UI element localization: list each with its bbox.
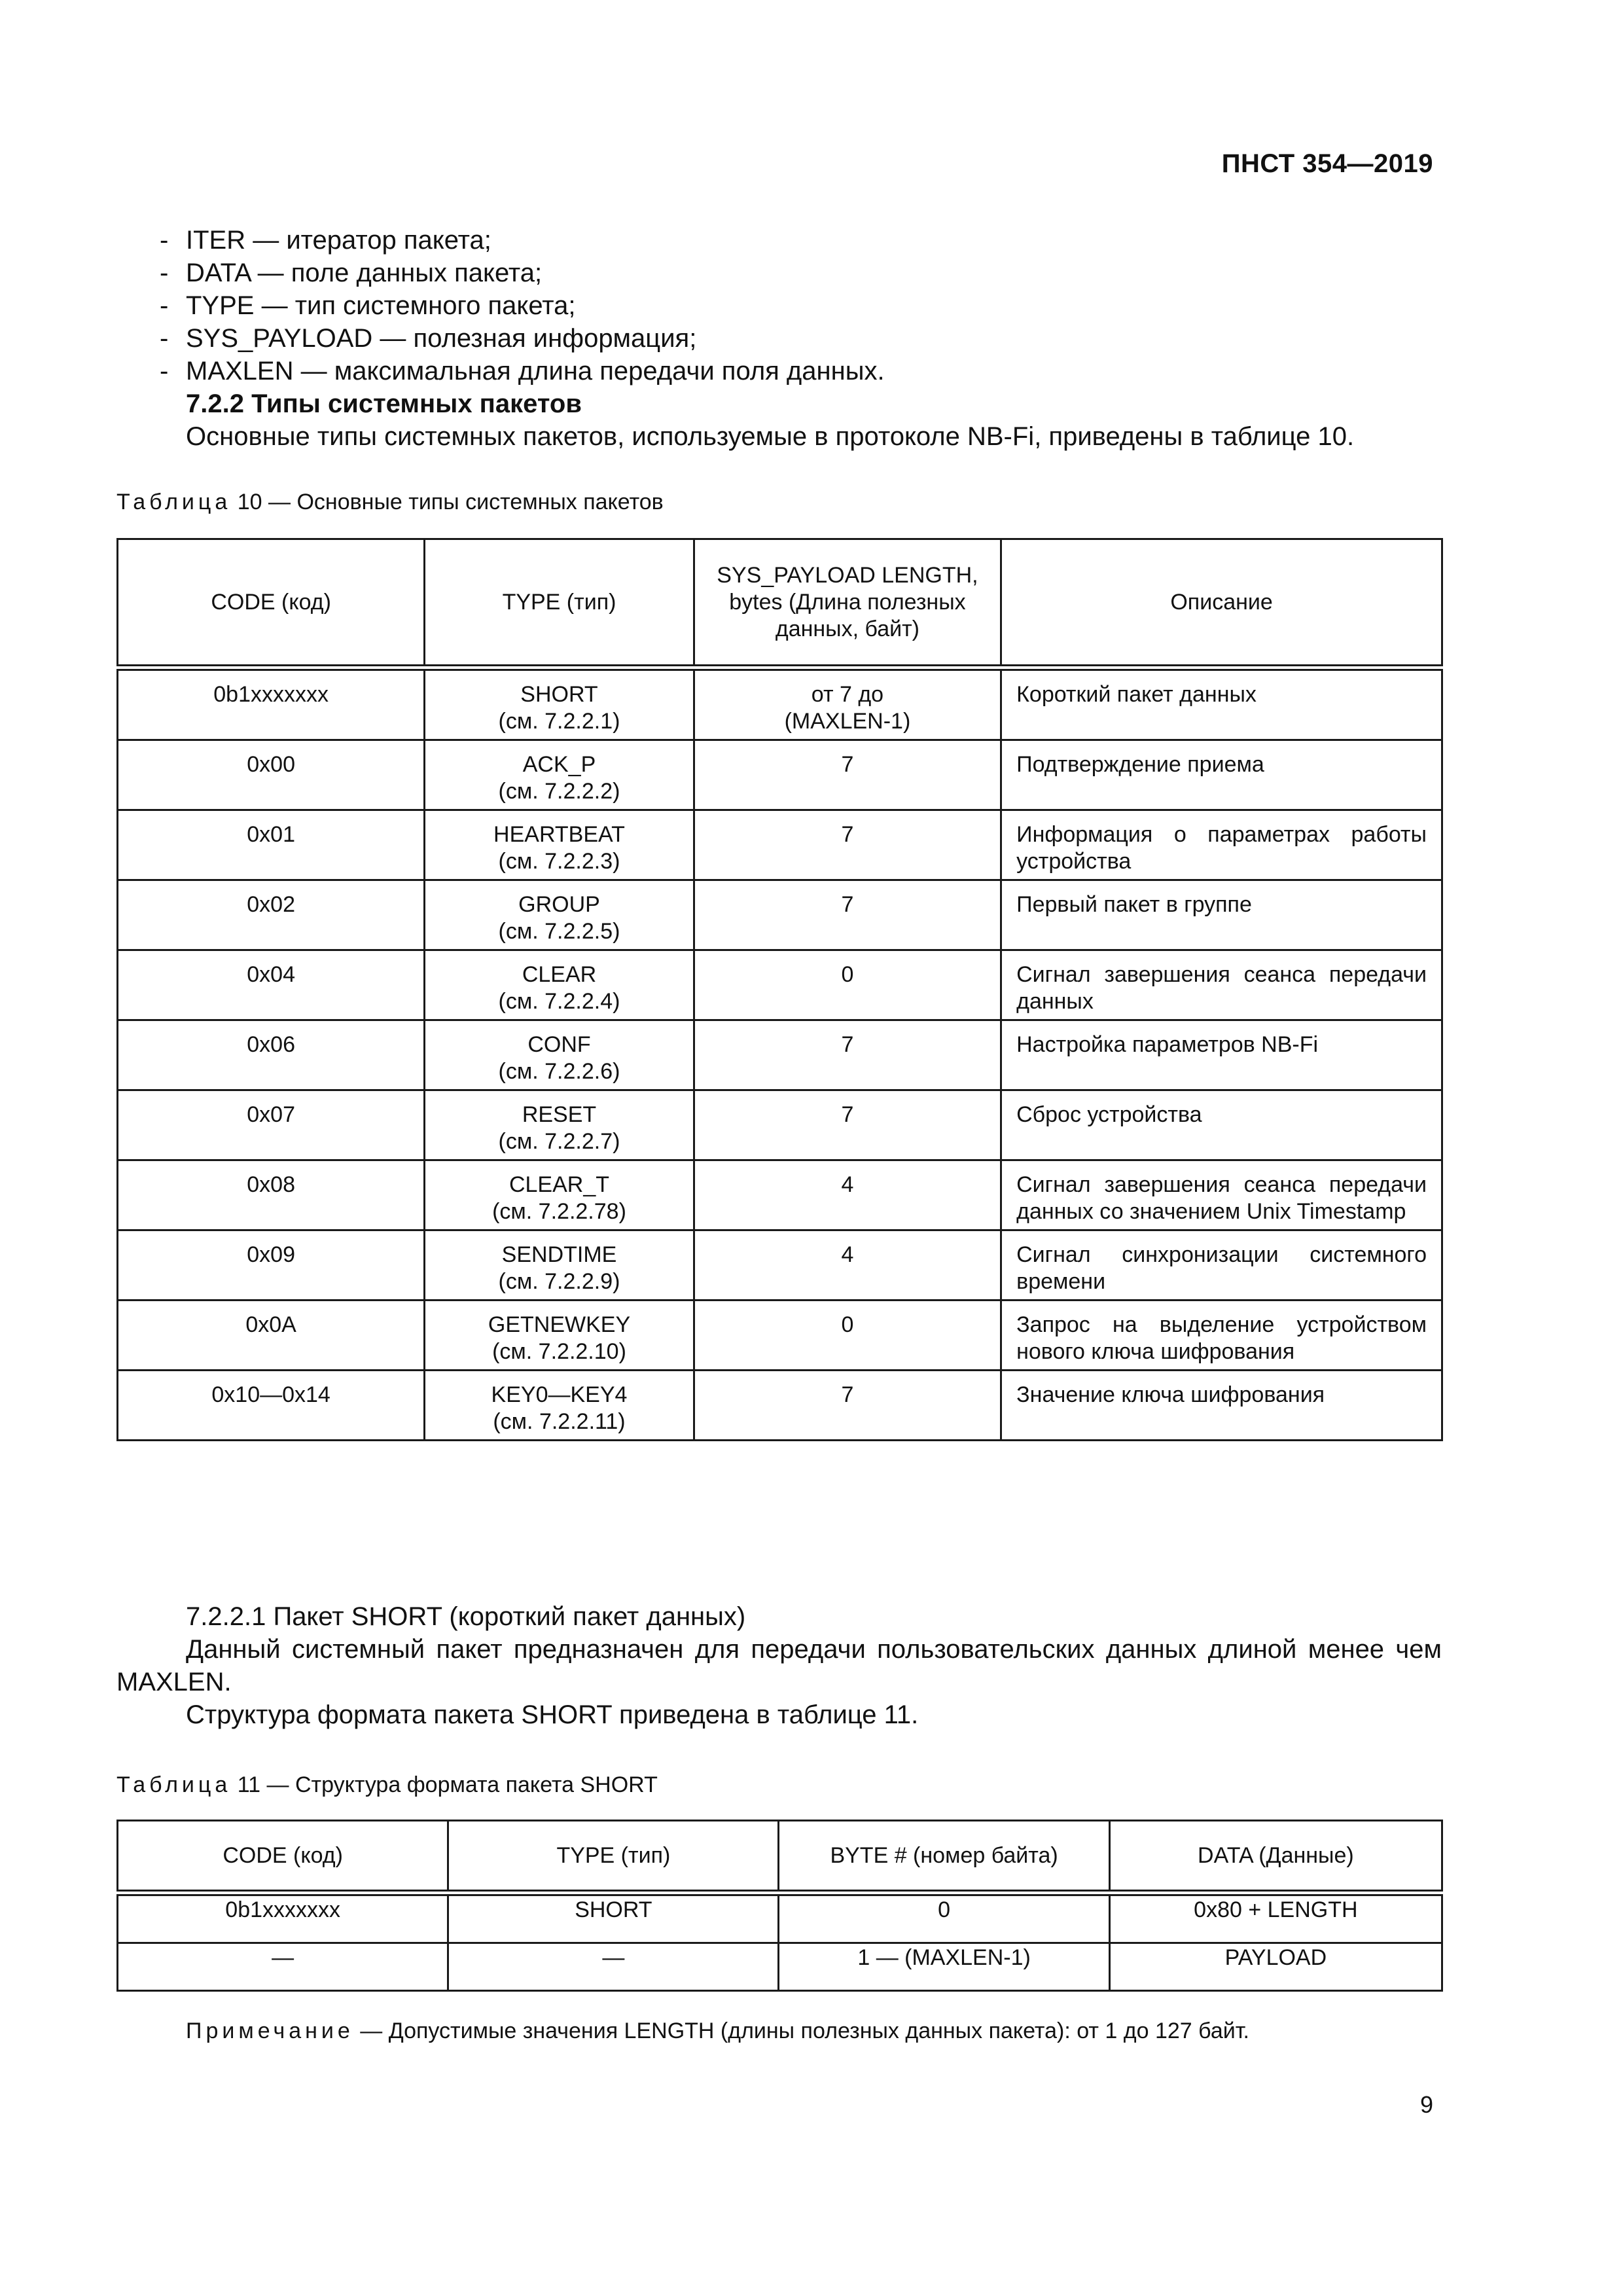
page-number: 9 [1419, 2091, 1433, 2118]
table11-caption: Таблица 11 — Структура формата пакета SHORT [116, 1772, 658, 1797]
definition-list [116, 224, 1442, 453]
description-cell: Сброс устройства [1001, 1090, 1442, 1160]
table10-row [118, 668, 1442, 740]
length-cell: 4 [694, 1160, 1001, 1230]
code-cell: 0x04 [118, 950, 425, 1020]
list-dash: - [160, 226, 169, 255]
table11-cell: 1 — (MAXLEN-1) [779, 1943, 1109, 1991]
table10-row [118, 1371, 1442, 1441]
subsection-paragraph: Структура формата пакета SHORT приведена в таблице 11. [186, 1700, 919, 1729]
table11-cell: — [118, 1943, 448, 1991]
table10-row [118, 1230, 1442, 1300]
list-dash: - [160, 324, 169, 353]
code-cell: 0x10—0x14 [118, 1371, 425, 1441]
type-cell: GETNEWKEY (см. 7.2.2.10) [425, 1300, 694, 1371]
type-cell: ACK_P (см. 7.2.2.2) [425, 740, 694, 810]
length-cell: 7 [694, 1020, 1001, 1090]
code-cell: 0x09 [118, 1230, 425, 1300]
type-cell: RESET (см. 7.2.2.7) [425, 1090, 694, 1160]
table10-row [118, 1300, 1442, 1371]
length-cell: 0 [694, 950, 1001, 1020]
length-cell: 4 [694, 1230, 1001, 1300]
table11-cell: 0b1xxxxxxx [118, 1893, 448, 1943]
type-cell: SENDTIME (см. 7.2.2.9) [425, 1230, 694, 1300]
type-cell: CLEAR_T (см. 7.2.2.78) [425, 1160, 694, 1230]
table10-row [118, 740, 1442, 810]
length-cell: 7 [694, 1090, 1001, 1160]
subsection-paragraph: Данный системный пакет предназначен для передачи пользовательских данных длиной менее чем MAXLEN. [116, 1635, 1442, 1696]
list-dash: - [160, 357, 169, 386]
table10-row [118, 950, 1442, 1020]
type-cell: SHORT (см. 7.2.2.1) [425, 668, 694, 740]
description-cell: Значение ключа шифрования [1001, 1371, 1442, 1441]
code-cell: 0x00 [118, 740, 425, 810]
table11-header-code: CODE (код) [118, 1821, 448, 1893]
table-note: Примечание — Допустимые значения LENGTH (длины полезных данных пакета): от 1 до 127 байт. [186, 2018, 1249, 2043]
type-cell: GROUP (см. 7.2.2.5) [425, 880, 694, 950]
table10-header-code: CODE (код) [118, 539, 425, 668]
code-cell: 0x08 [118, 1160, 425, 1230]
table10-row [118, 1020, 1442, 1090]
code-cell: 0x01 [118, 810, 425, 880]
description-cell: Запрос на выделение устройством нового ключа шифрования [1001, 1300, 1442, 1371]
list-item: - TYPE — тип системного пакета; [116, 289, 1442, 322]
code-cell: 0b1xxxxxxx [118, 668, 425, 740]
table11-header-type: TYPE (тип) [448, 1821, 779, 1893]
table11-row [118, 1893, 1442, 1943]
length-cell: от 7 до (MAXLEN-1) [694, 668, 1001, 740]
table10 [116, 538, 1443, 1441]
table10-row [118, 1090, 1442, 1160]
description-cell: Сигнал синхронизации системного времени [1001, 1230, 1442, 1300]
table10-header-length: SYS_PAYLOAD LENGTH, bytes (Длина полезных данных, байт) [694, 539, 1001, 668]
list-item: - ITER — итератор пакета; [116, 224, 1442, 257]
table10-header-description: Описание [1001, 539, 1442, 668]
table11-cell: 0x80 + LENGTH [1109, 1893, 1442, 1943]
subsection [116, 1600, 1442, 1731]
table11-header-data: DATA (Данные) [1109, 1821, 1442, 1893]
type-cell: KEY0—KEY4 (см. 7.2.2.11) [425, 1371, 694, 1441]
description-cell: Подтверждение приема [1001, 740, 1442, 810]
list-item: - DATA — поле данных пакета; [116, 257, 1442, 289]
type-cell: CONF (см. 7.2.2.6) [425, 1020, 694, 1090]
length-cell: 7 [694, 1371, 1001, 1441]
type-cell: CLEAR (см. 7.2.2.4) [425, 950, 694, 1020]
description-cell: Настройка параметров NB-Fi [1001, 1020, 1442, 1090]
table10-row [118, 810, 1442, 880]
table11-cell: PAYLOAD [1109, 1943, 1442, 1991]
list-dash: - [160, 259, 169, 287]
section-heading: 7.2.2 Типы системных пакетов [186, 389, 582, 418]
list-dash: - [160, 291, 169, 320]
subsection-title: 7.2.2.1 Пакет SHORT (короткий пакет данных) [186, 1602, 746, 1631]
table11 [116, 1820, 1443, 1992]
table10-row [118, 1160, 1442, 1230]
table11-cell: 0 [779, 1893, 1109, 1943]
section-intro: Основные типы системных пакетов, используемые в протоколе NB-Fi, приведены в таблице 10. [186, 422, 1355, 451]
code-cell: 0x07 [118, 1090, 425, 1160]
description-cell: Сигнал завершения сеанса передачи данных [1001, 950, 1442, 1020]
description-cell: Информация о параметрах работы устройства [1001, 810, 1442, 880]
table11-cell: SHORT [448, 1893, 779, 1943]
description-cell: Короткий пакет данных [1001, 668, 1442, 740]
standard-code: ПНСТ 354—2019 [1221, 149, 1433, 178]
code-cell: 0x02 [118, 880, 425, 950]
table11-header-byte: BYTE # (номер байта) [779, 1821, 1109, 1893]
code-cell: 0x0A [118, 1300, 425, 1371]
table11-cell: — [448, 1943, 779, 1991]
code-cell: 0x06 [118, 1020, 425, 1090]
length-cell: 7 [694, 880, 1001, 950]
table10-header-type: TYPE (тип) [425, 539, 694, 668]
length-cell: 0 [694, 1300, 1001, 1371]
table10-row [118, 880, 1442, 950]
table11-row [118, 1943, 1442, 1991]
list-item: - MAXLEN — максимальная длина передачи поля данных. [116, 355, 1442, 387]
list-item: - SYS_PAYLOAD — полезная информация; [116, 322, 1442, 355]
type-cell: HEARTBEAT (см. 7.2.2.3) [425, 810, 694, 880]
description-cell: Сигнал завершения сеанса передачи данных со значением Unix Timestamp [1001, 1160, 1442, 1230]
length-cell: 7 [694, 740, 1001, 810]
description-cell: Первый пакет в группе [1001, 880, 1442, 950]
table10-caption: Таблица 10 — Основные типы системных пакетов [116, 490, 664, 514]
length-cell: 7 [694, 810, 1001, 880]
